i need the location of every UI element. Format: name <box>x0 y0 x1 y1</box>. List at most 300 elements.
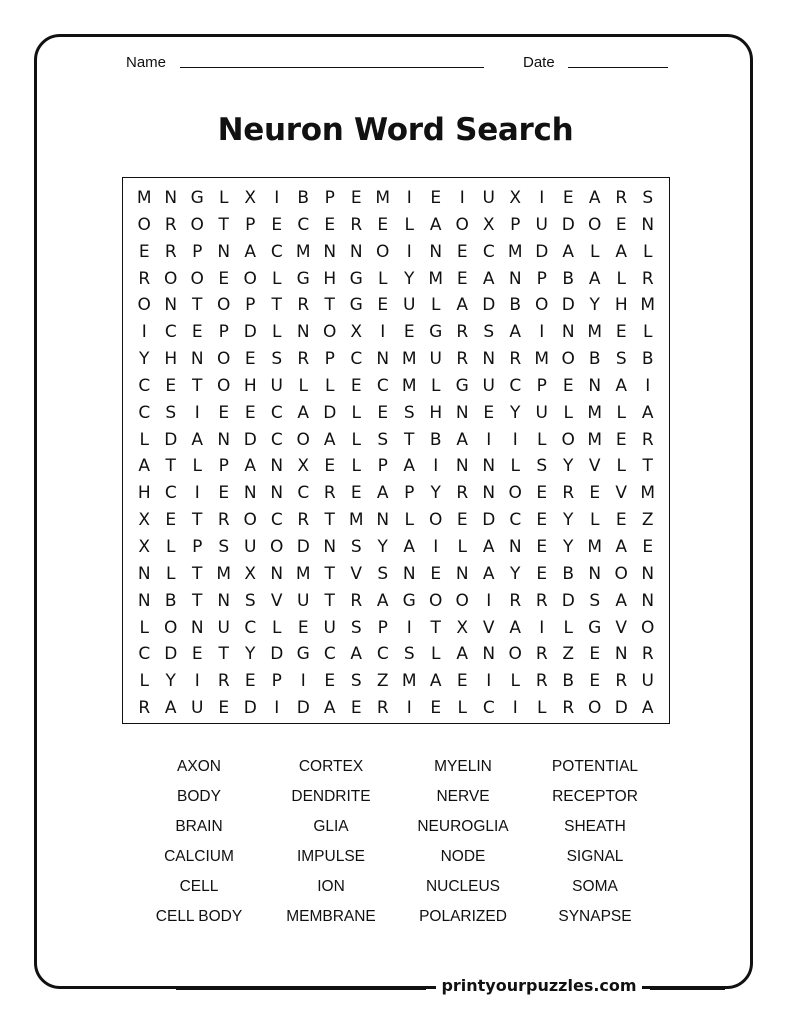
grid-letter[interactable]: N <box>614 644 628 665</box>
grid-letter[interactable]: R <box>562 698 575 719</box>
grid-letter[interactable]: P <box>245 214 256 235</box>
grid-letter[interactable]: C <box>482 698 495 719</box>
grid-letter[interactable]: O <box>429 510 443 531</box>
grid-letter[interactable]: V <box>615 617 628 638</box>
grid-letter[interactable]: T <box>324 295 335 316</box>
grid-letter[interactable]: E <box>350 698 362 719</box>
grid-letter[interactable]: M <box>216 563 232 584</box>
grid-letter[interactable]: E <box>165 375 177 396</box>
grid-letter[interactable]: L <box>166 563 176 584</box>
grid-letter[interactable]: N <box>323 536 337 557</box>
grid-letter[interactable]: O <box>561 429 575 450</box>
grid-letter[interactable]: R <box>456 322 469 343</box>
grid-letter[interactable]: P <box>377 617 388 638</box>
grid-letter[interactable]: L <box>510 671 520 692</box>
grid-letter[interactable]: S <box>218 536 230 557</box>
grid-letter[interactable]: C <box>270 241 283 262</box>
grid-letter[interactable]: L <box>590 510 600 531</box>
grid-letter[interactable]: V <box>270 590 283 611</box>
grid-letter[interactable]: M <box>295 241 311 262</box>
grid-letter[interactable]: O <box>455 590 469 611</box>
grid-letter[interactable]: E <box>615 214 627 235</box>
grid-letter[interactable]: O <box>508 644 522 665</box>
grid-letter[interactable]: L <box>616 268 626 289</box>
grid-letter[interactable]: P <box>324 349 335 370</box>
grid-letter[interactable]: A <box>509 617 522 638</box>
grid-letter[interactable]: L <box>272 322 282 343</box>
grid-letter[interactable]: V <box>588 456 601 477</box>
grid-letter[interactable]: A <box>323 698 336 719</box>
grid-letter[interactable]: I <box>406 617 412 638</box>
grid-letter[interactable]: E <box>218 698 230 719</box>
grid-letter[interactable]: Y <box>510 563 521 584</box>
grid-letter[interactable]: B <box>641 349 654 370</box>
grid-letter[interactable]: R <box>535 590 548 611</box>
grid-letter[interactable]: N <box>137 590 151 611</box>
grid-letter[interactable]: N <box>482 349 496 370</box>
grid-letter[interactable]: I <box>141 322 147 343</box>
grid-letter[interactable]: C <box>297 214 310 235</box>
grid-letter[interactable]: A <box>244 456 257 477</box>
grid-letter[interactable]: I <box>300 671 306 692</box>
grid-letter[interactable]: I <box>406 698 412 719</box>
grid-letter[interactable]: E <box>350 375 362 396</box>
grid-letter[interactable]: L <box>272 268 282 289</box>
grid-letter[interactable]: I <box>486 590 492 611</box>
grid-letter[interactable]: O <box>164 268 178 289</box>
grid-letter[interactable]: E <box>244 349 256 370</box>
grid-letter[interactable]: A <box>615 375 628 396</box>
grid-letter[interactable]: O <box>137 214 151 235</box>
grid-letter[interactable]: A <box>429 214 442 235</box>
grid-letter[interactable]: E <box>589 644 601 665</box>
grid-letter[interactable]: M <box>401 375 417 396</box>
grid-letter[interactable]: H <box>323 268 337 289</box>
grid-letter[interactable]: X <box>138 510 151 531</box>
grid-letter[interactable]: N <box>482 456 496 477</box>
date-line[interactable] <box>568 67 668 68</box>
grid-letter[interactable]: A <box>429 671 442 692</box>
grid-letter[interactable]: E <box>350 188 362 208</box>
grid-letter[interactable]: L <box>404 214 414 235</box>
grid-letter[interactable]: S <box>403 644 415 665</box>
grid-letter[interactable]: D <box>482 510 496 531</box>
grid-letter[interactable]: L <box>431 295 441 316</box>
grid-letter[interactable]: P <box>192 536 203 557</box>
grid-letter[interactable]: S <box>483 322 495 343</box>
grid-letter[interactable]: R <box>350 214 363 235</box>
grid-letter[interactable]: E <box>536 483 548 504</box>
grid-letter[interactable]: L <box>510 456 520 477</box>
grid-letter[interactable]: P <box>377 456 388 477</box>
grid-letter[interactable]: U <box>403 295 416 316</box>
grid-letter[interactable]: B <box>164 590 177 611</box>
grid-letter[interactable]: N <box>349 241 363 262</box>
grid-letter[interactable]: L <box>139 429 149 450</box>
grid-letter[interactable]: P <box>324 188 335 208</box>
grid-letter[interactable]: R <box>535 671 548 692</box>
grid-letter[interactable]: E <box>536 510 548 531</box>
grid-letter[interactable]: U <box>535 214 548 235</box>
grid-letter[interactable]: M <box>295 563 311 584</box>
grid-letter[interactable]: A <box>482 536 495 557</box>
grid-letter[interactable]: E <box>456 671 468 692</box>
grid-letter[interactable]: O <box>376 241 390 262</box>
grid-letter[interactable]: L <box>166 536 176 557</box>
grid-letter[interactable]: T <box>218 214 229 235</box>
grid-letter[interactable]: I <box>433 456 439 477</box>
grid-letter[interactable]: N <box>429 241 443 262</box>
grid-letter[interactable]: E <box>430 563 442 584</box>
grid-letter[interactable]: I <box>512 698 518 719</box>
grid-letter[interactable]: R <box>641 644 654 665</box>
grid-letter[interactable]: C <box>376 375 389 396</box>
grid-letter[interactable]: O <box>164 617 178 638</box>
grid-letter[interactable]: A <box>482 268 495 289</box>
grid-letter[interactable]: N <box>190 349 204 370</box>
grid-letter[interactable]: N <box>376 510 390 531</box>
grid-letter[interactable]: A <box>615 241 628 262</box>
grid-letter[interactable]: C <box>164 483 177 504</box>
grid-letter[interactable]: A <box>403 536 416 557</box>
grid-letter[interactable]: R <box>376 698 389 719</box>
grid-letter[interactable]: E <box>430 698 442 719</box>
grid-letter[interactable]: T <box>192 590 203 611</box>
grid-letter[interactable]: O <box>217 375 231 396</box>
grid-letter[interactable]: E <box>324 456 336 477</box>
grid-letter[interactable]: M <box>428 268 444 289</box>
grid-letter[interactable]: E <box>218 402 230 423</box>
grid-letter[interactable]: T <box>192 375 203 396</box>
grid-letter[interactable]: E <box>377 295 389 316</box>
grid-letter[interactable]: A <box>641 698 654 719</box>
grid-letter[interactable]: E <box>377 214 389 235</box>
grid-letter[interactable]: L <box>643 322 653 343</box>
grid-letter[interactable]: E <box>536 536 548 557</box>
grid-letter[interactable]: S <box>350 617 362 638</box>
grid-letter[interactable]: A <box>164 698 177 719</box>
grid-letter[interactable]: E <box>271 214 283 235</box>
grid-letter[interactable]: H <box>137 483 151 504</box>
grid-letter[interactable]: R <box>641 429 654 450</box>
grid-letter[interactable]: N <box>270 483 284 504</box>
grid-letter[interactable]: A <box>376 483 389 504</box>
grid-letter[interactable]: U <box>482 375 495 396</box>
grid-letter[interactable]: S <box>244 590 256 611</box>
grid-letter[interactable]: A <box>244 241 257 262</box>
grid-letter[interactable]: G <box>296 644 310 665</box>
grid-letter[interactable]: D <box>164 429 178 450</box>
grid-letter[interactable]: C <box>270 402 283 423</box>
grid-letter[interactable]: I <box>486 429 492 450</box>
grid-letter[interactable]: D <box>561 295 575 316</box>
grid-letter[interactable]: N <box>482 483 496 504</box>
grid-letter[interactable]: C <box>270 429 283 450</box>
grid-letter[interactable]: D <box>270 644 284 665</box>
grid-letter[interactable]: G <box>349 268 363 289</box>
grid-letter[interactable]: R <box>217 671 230 692</box>
grid-letter[interactable]: L <box>457 698 467 719</box>
grid-letter[interactable]: Y <box>430 483 441 504</box>
grid-letter[interactable]: T <box>218 644 229 665</box>
grid-letter[interactable]: U <box>323 617 336 638</box>
grid-letter[interactable]: I <box>194 671 200 692</box>
grid-letter[interactable]: N <box>270 563 284 584</box>
grid-letter[interactable]: B <box>429 429 442 450</box>
grid-letter[interactable]: H <box>429 402 443 423</box>
grid-letter[interactable]: A <box>456 295 469 316</box>
grid-letter[interactable]: R <box>615 188 628 208</box>
grid-letter[interactable]: S <box>589 590 601 611</box>
grid-letter[interactable]: X <box>244 188 257 208</box>
grid-letter[interactable]: L <box>351 456 361 477</box>
grid-letter[interactable]: D <box>561 590 575 611</box>
grid-letter[interactable]: E <box>456 268 468 289</box>
grid-letter[interactable]: V <box>482 617 495 638</box>
grid-letter[interactable]: L <box>219 188 229 208</box>
grid-letter[interactable]: M <box>507 241 523 262</box>
grid-letter[interactable]: C <box>350 349 363 370</box>
grid-letter[interactable]: P <box>404 483 415 504</box>
grid-letter[interactable]: Y <box>563 456 574 477</box>
grid-letter[interactable]: U <box>429 349 442 370</box>
grid-letter[interactable]: I <box>194 483 200 504</box>
grid-letter[interactable]: R <box>509 590 522 611</box>
grid-letter[interactable]: L <box>563 402 573 423</box>
grid-letter[interactable]: N <box>508 268 522 289</box>
grid-letter[interactable]: H <box>614 295 628 316</box>
grid-letter[interactable]: G <box>190 188 204 208</box>
grid-letter[interactable]: B <box>562 563 575 584</box>
grid-letter[interactable]: N <box>455 563 469 584</box>
grid-letter[interactable]: H <box>243 375 257 396</box>
grid-letter[interactable]: D <box>243 429 257 450</box>
grid-letter[interactable]: E <box>562 375 574 396</box>
grid-letter[interactable]: S <box>536 456 548 477</box>
grid-letter[interactable]: I <box>539 617 545 638</box>
grid-letter[interactable]: C <box>482 241 495 262</box>
grid-letter[interactable]: X <box>350 322 363 343</box>
grid-letter[interactable]: I <box>274 188 280 208</box>
grid-letter[interactable]: I <box>194 402 200 423</box>
grid-letter[interactable]: G <box>402 590 416 611</box>
grid-letter[interactable]: A <box>615 536 628 557</box>
grid-letter[interactable]: A <box>562 241 575 262</box>
grid-letter[interactable]: I <box>459 188 465 208</box>
grid-letter[interactable]: X <box>244 563 257 584</box>
grid-letter[interactable]: Z <box>562 644 575 665</box>
grid-letter[interactable]: L <box>404 510 414 531</box>
grid-letter[interactable]: O <box>614 563 628 584</box>
grid-letter[interactable]: O <box>561 349 575 370</box>
grid-letter[interactable]: L <box>298 375 308 396</box>
grid-letter[interactable]: V <box>615 483 628 504</box>
grid-letter[interactable]: N <box>296 322 310 343</box>
grid-letter[interactable]: B <box>509 295 522 316</box>
grid-letter[interactable]: B <box>588 349 601 370</box>
grid-letter[interactable]: I <box>512 429 518 450</box>
grid-letter[interactable]: E <box>191 322 203 343</box>
grid-letter[interactable]: X <box>138 536 151 557</box>
grid-letter[interactable]: O <box>296 429 310 450</box>
grid-letter[interactable]: S <box>271 349 283 370</box>
grid-letter[interactable]: E <box>403 322 415 343</box>
grid-letter[interactable]: R <box>509 349 522 370</box>
grid-letter[interactable]: I <box>486 671 492 692</box>
grid-letter[interactable]: O <box>588 214 602 235</box>
grid-letter[interactable]: N <box>641 590 655 611</box>
grid-letter[interactable]: U <box>244 536 257 557</box>
grid-letter[interactable]: R <box>615 671 628 692</box>
grid-letter[interactable]: Y <box>563 510 574 531</box>
grid-letter[interactable]: I <box>380 322 386 343</box>
grid-letter[interactable]: C <box>376 644 389 665</box>
grid-letter[interactable]: S <box>350 536 362 557</box>
grid-letter[interactable]: O <box>243 510 257 531</box>
grid-letter[interactable]: Y <box>404 268 415 289</box>
grid-letter[interactable]: S <box>403 402 415 423</box>
grid-letter[interactable]: T <box>271 295 282 316</box>
grid-letter[interactable]: N <box>402 563 416 584</box>
grid-letter[interactable]: M <box>375 188 391 208</box>
grid-letter[interactable]: N <box>217 590 231 611</box>
grid-letter[interactable]: R <box>535 644 548 665</box>
grid-letter[interactable]: L <box>431 375 441 396</box>
grid-letter[interactable]: A <box>615 590 628 611</box>
grid-letter[interactable]: L <box>378 268 388 289</box>
grid-letter[interactable]: R <box>138 268 151 289</box>
grid-letter[interactable]: E <box>218 268 230 289</box>
grid-letter[interactable]: E <box>138 241 150 262</box>
grid-letter[interactable]: S <box>615 349 627 370</box>
grid-letter[interactable]: N <box>323 241 337 262</box>
grid-letter[interactable]: R <box>297 349 310 370</box>
grid-letter[interactable]: S <box>377 563 389 584</box>
grid-letter[interactable]: T <box>192 563 203 584</box>
grid-letter[interactable]: L <box>431 644 441 665</box>
grid-letter[interactable]: T <box>324 590 335 611</box>
grid-letter[interactable]: D <box>164 644 178 665</box>
grid-letter[interactable]: A <box>323 429 336 450</box>
grid-letter[interactable]: E <box>324 671 336 692</box>
grid-letter[interactable]: G <box>588 617 602 638</box>
grid-letter[interactable]: T <box>642 456 653 477</box>
grid-letter[interactable]: E <box>615 322 627 343</box>
grid-letter[interactable]: E <box>191 644 203 665</box>
grid-letter[interactable]: A <box>297 402 310 423</box>
grid-letter[interactable]: E <box>589 483 601 504</box>
grid-letter[interactable]: P <box>245 295 256 316</box>
grid-letter[interactable]: O <box>270 536 284 557</box>
grid-letter[interactable]: R <box>641 268 654 289</box>
grid-letter[interactable]: T <box>192 295 203 316</box>
grid-letter[interactable]: L <box>537 429 547 450</box>
grid-letter[interactable]: Z <box>376 671 389 692</box>
grid-letter[interactable]: A <box>482 563 495 584</box>
grid-letter[interactable]: G <box>429 322 443 343</box>
grid-letter[interactable]: T <box>165 456 176 477</box>
grid-letter[interactable]: O <box>217 295 231 316</box>
grid-letter[interactable]: E <box>615 510 627 531</box>
grid-letter[interactable]: N <box>217 429 231 450</box>
grid-letter[interactable]: C <box>297 483 310 504</box>
grid-letter[interactable]: M <box>640 483 656 504</box>
grid-letter[interactable]: L <box>643 241 653 262</box>
grid-letter[interactable]: B <box>562 268 575 289</box>
grid-letter[interactable]: T <box>324 510 335 531</box>
grid-letter[interactable]: E <box>589 671 601 692</box>
grid-letter[interactable]: E <box>377 402 389 423</box>
grid-letter[interactable]: T <box>404 429 415 450</box>
grid-letter[interactable]: E <box>430 188 442 208</box>
grid-letter[interactable]: A <box>641 402 654 423</box>
grid-letter[interactable]: V <box>350 563 363 584</box>
grid-letter[interactable]: R <box>164 214 177 235</box>
grid-letter[interactable]: R <box>456 483 469 504</box>
grid-letter[interactable]: O <box>641 617 655 638</box>
grid-letter[interactable]: H <box>164 349 178 370</box>
grid-letter[interactable]: O <box>243 268 257 289</box>
grid-letter[interactable]: D <box>296 698 310 719</box>
grid-letter[interactable]: S <box>165 402 177 423</box>
grid-letter[interactable]: O <box>323 322 337 343</box>
grid-letter[interactable]: A <box>588 268 601 289</box>
grid-letter[interactable]: N <box>641 214 655 235</box>
grid-letter[interactable]: N <box>455 402 469 423</box>
grid-letter[interactable]: N <box>455 456 469 477</box>
grid-letter[interactable]: E <box>562 188 574 208</box>
grid-letter[interactable]: N <box>164 188 178 208</box>
grid-letter[interactable]: R <box>456 349 469 370</box>
grid-letter[interactable]: M <box>587 429 603 450</box>
grid-letter[interactable]: Y <box>510 402 521 423</box>
grid-letter[interactable]: N <box>137 563 151 584</box>
grid-letter[interactable]: A <box>138 456 151 477</box>
grid-letter[interactable]: M <box>401 671 417 692</box>
grid-letter[interactable]: C <box>244 617 257 638</box>
grid-letter[interactable]: N <box>376 349 390 370</box>
grid-letter[interactable]: T <box>430 617 441 638</box>
grid-letter[interactable]: A <box>456 644 469 665</box>
grid-letter[interactable]: A <box>376 590 389 611</box>
grid-letter[interactable]: S <box>350 671 362 692</box>
grid-letter[interactable]: C <box>138 644 151 665</box>
grid-letter[interactable]: P <box>536 268 547 289</box>
grid-letter[interactable]: Y <box>563 536 574 557</box>
grid-letter[interactable]: S <box>377 429 389 450</box>
grid-letter[interactable]: N <box>588 563 602 584</box>
grid-letter[interactable]: L <box>325 375 335 396</box>
grid-letter[interactable]: E <box>297 617 309 638</box>
grid-letter[interactable]: D <box>535 241 549 262</box>
grid-letter[interactable]: R <box>350 590 363 611</box>
grid-letter[interactable]: G <box>296 268 310 289</box>
grid-letter[interactable]: U <box>217 617 230 638</box>
grid-letter[interactable]: C <box>138 375 151 396</box>
grid-letter[interactable]: X <box>456 617 469 638</box>
grid-letter[interactable]: U <box>482 188 495 208</box>
grid-letter[interactable]: N <box>561 322 575 343</box>
grid-letter[interactable]: U <box>641 671 654 692</box>
grid-letter[interactable]: P <box>192 241 203 262</box>
grid-letter[interactable]: C <box>164 322 177 343</box>
grid-letter[interactable]: R <box>323 483 336 504</box>
grid-letter[interactable]: R <box>297 510 310 531</box>
grid-letter[interactable]: R <box>217 510 230 531</box>
grid-letter[interactable]: D <box>614 698 628 719</box>
grid-letter[interactable]: M <box>587 402 603 423</box>
grid-letter[interactable]: E <box>165 510 177 531</box>
